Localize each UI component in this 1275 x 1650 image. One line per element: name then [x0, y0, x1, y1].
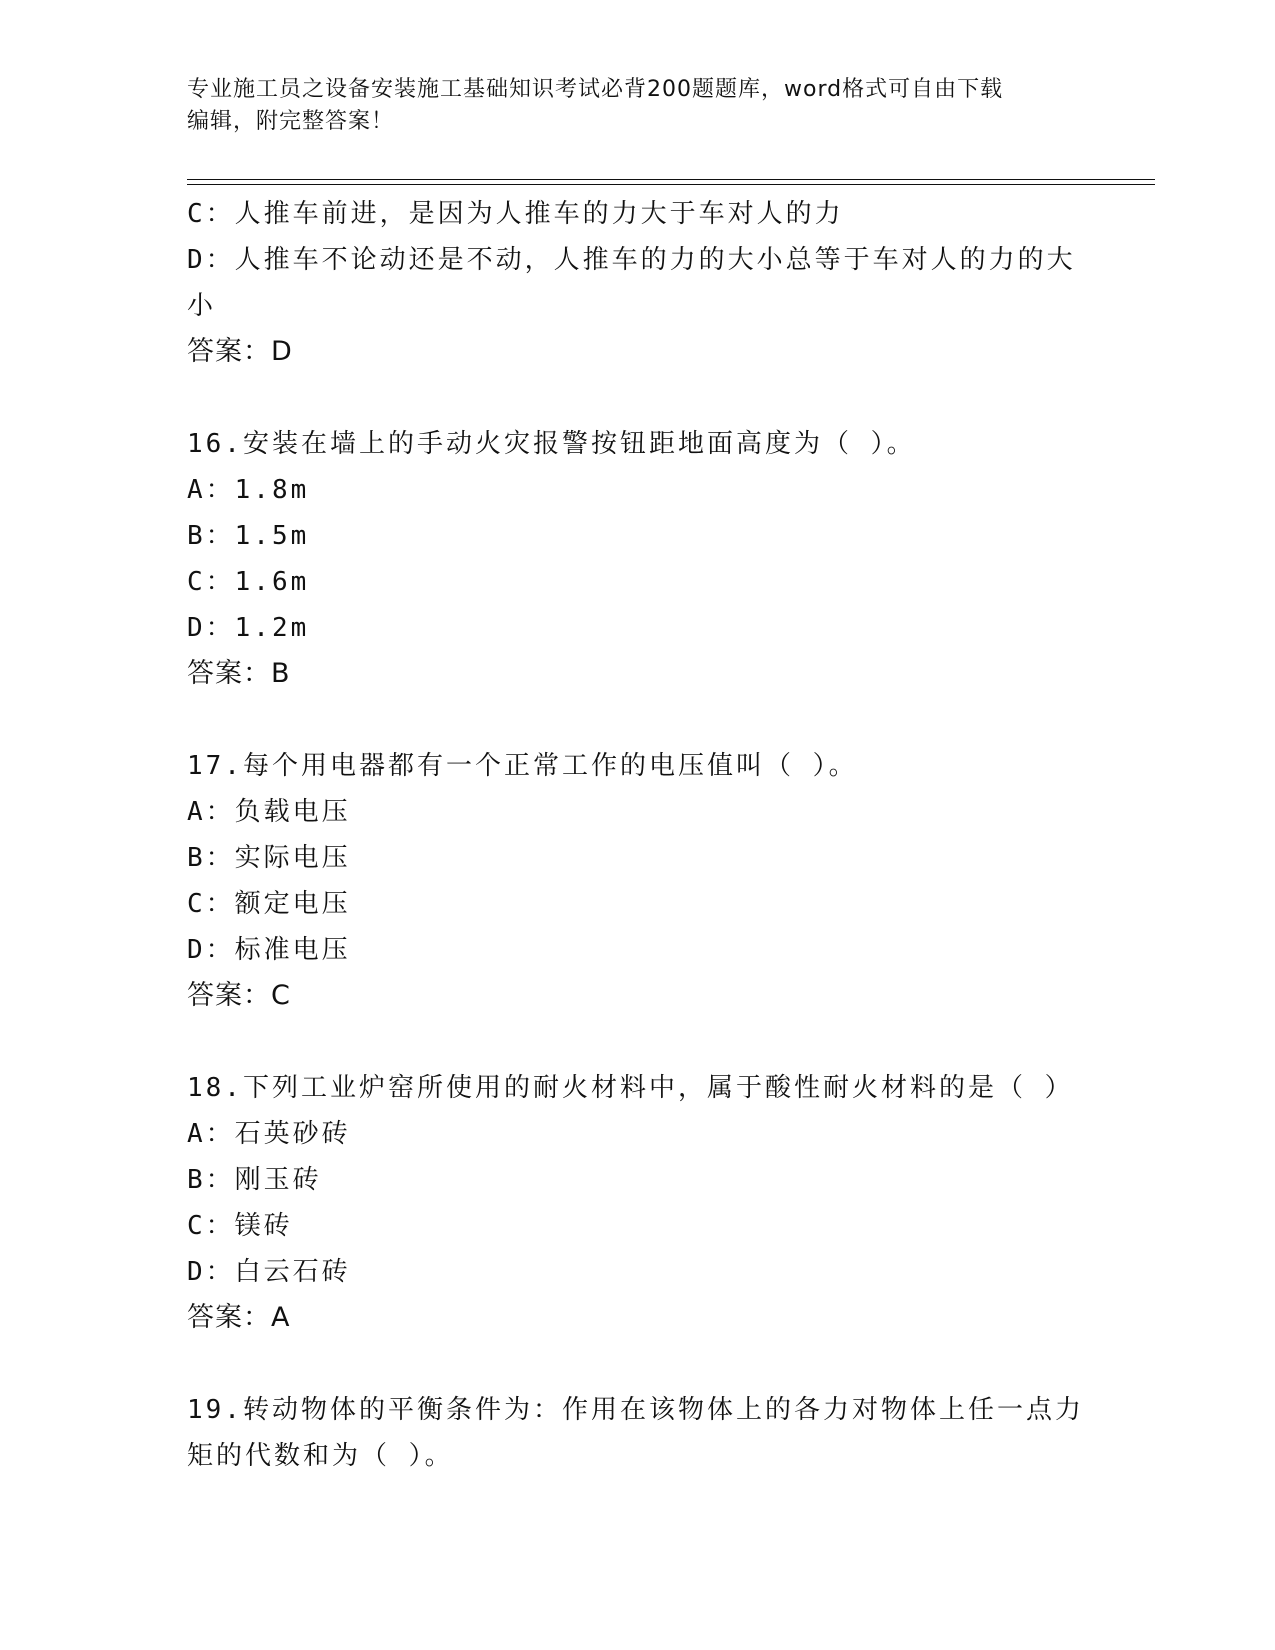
- option-d-continued: 小: [187, 291, 217, 321]
- header-rule-top: [187, 179, 1155, 180]
- header-rule-bottom: [187, 184, 1155, 185]
- question-text-continued: 矩的代数和为（ ）。: [187, 1441, 454, 1471]
- option-c: C：额定电压: [187, 889, 351, 919]
- option-d: D：1.2m: [187, 613, 310, 643]
- spacer: [187, 697, 1087, 743]
- question-text: 16.安装在墙上的手动火灾报警按钮距地面高度为（ ）。: [187, 429, 916, 459]
- option-b: B：实际电压: [187, 843, 351, 873]
- document-body: [187, 191, 1087, 1479]
- option-a: A：1.8m: [187, 475, 310, 505]
- option-a: A：负载电压: [187, 797, 351, 827]
- answer: 答案：A: [187, 1302, 291, 1333]
- option-c: C：1.6m: [187, 567, 310, 597]
- answer: 答案：D: [187, 336, 293, 367]
- header-line-1: 专业施工员之设备安装施工基础知识考试必背200题题库，word格式可自由下载: [187, 77, 1004, 102]
- answer: 答案：B: [187, 658, 291, 689]
- option-c: C：镁砖: [187, 1211, 293, 1241]
- question-16: [187, 421, 1087, 697]
- answer: 答案：C: [187, 980, 291, 1011]
- spacer: [187, 375, 1087, 421]
- option-d: D：标准电压: [187, 935, 351, 965]
- question-18: [187, 1065, 1087, 1341]
- option-c: C：人推车前进，是因为人推车的力大于车对人的力: [187, 199, 844, 229]
- question-text: 17.每个用电器都有一个正常工作的电压值叫（ ）。: [187, 751, 858, 781]
- header-line-2: 编辑，附完整答案！: [187, 109, 395, 134]
- option-a: A：石英砂砖: [187, 1119, 351, 1149]
- question-17: [187, 743, 1087, 1019]
- document-header: [187, 74, 1087, 138]
- question-carryover: [187, 191, 1087, 375]
- spacer: [187, 1341, 1087, 1387]
- question-19: [187, 1387, 1087, 1479]
- option-d: D：人推车不论动还是不动，人推车的力的大小总等于车对人的力的大: [187, 245, 1076, 275]
- option-b: B：刚玉砖: [187, 1165, 322, 1195]
- question-text: 19.转动物体的平衡条件为：作用在该物体上的各力对物体上任一点力: [187, 1395, 1084, 1425]
- option-b: B：1.5m: [187, 521, 310, 551]
- spacer: [187, 1019, 1087, 1065]
- question-text: 18.下列工业炉窑所使用的耐火材料中，属于酸性耐火材料的是（ ）: [187, 1073, 1074, 1103]
- option-d: D：白云石砖: [187, 1257, 351, 1287]
